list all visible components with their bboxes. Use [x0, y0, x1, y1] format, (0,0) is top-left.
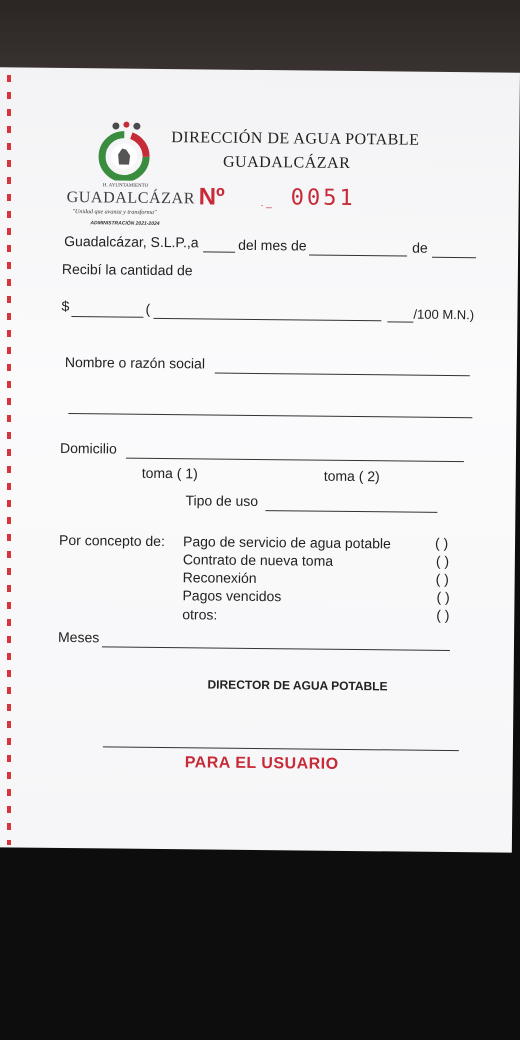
logo-name: GUADALCÁZAR [66, 188, 196, 208]
receipt-paper [0, 67, 520, 852]
concept-item-label: Contrato de nueva toma [182, 551, 334, 569]
year-line[interactable] [432, 257, 476, 258]
header-title-line1: DIRECCIÓN DE AGUA POTABLE [171, 129, 420, 149]
perforation-edge [7, 75, 11, 845]
logo-dot [123, 122, 129, 128]
director-label: DIRECTOR DE AGUA POTABLE [207, 677, 388, 694]
signature-line[interactable] [103, 746, 459, 751]
address-line[interactable] [126, 458, 464, 463]
concept-item-label: Reconexión [182, 569, 257, 586]
name-line[interactable] [215, 373, 470, 377]
municipal-emblem-icon [97, 130, 152, 181]
number-label: Nº [198, 183, 225, 211]
concept-label: Por concepto de: [58, 531, 166, 550]
received-label: Recibí la cantidad de [61, 260, 193, 279]
logo-dot [112, 122, 119, 129]
concept-checkbox[interactable]: ( ) [436, 606, 450, 624]
copy-label: PARA EL USUARIO [184, 754, 339, 773]
header-title-line2: GUADALCÁZAR [222, 153, 351, 172]
concept-item-label: Pago de servicio de agua potable [182, 533, 391, 552]
concept-item-label: Pagos vencidos [182, 587, 282, 605]
concept-checkbox[interactable]: ( ) [436, 588, 450, 606]
month-line[interactable] [309, 255, 407, 257]
months-line[interactable] [102, 646, 450, 651]
currency-suffix: /100 M.N.) [413, 306, 475, 323]
folio-dots: . _ [260, 198, 272, 210]
name-label: Nombre o razón social [64, 353, 206, 372]
amount-line[interactable] [71, 316, 143, 318]
name-line-2[interactable] [68, 413, 472, 418]
concept-checkbox[interactable]: ( ) [435, 570, 449, 588]
year-label: de [412, 239, 428, 256]
logo-admin: ADMINISTRACIÓN 2021-2024 [90, 220, 160, 227]
dollar-sign: $ [61, 297, 70, 315]
folio-number: 0051 [290, 185, 356, 212]
logo-dot [133, 123, 140, 130]
concept-checkbox[interactable]: ( ) [434, 534, 449, 551]
use-type-label: Tipo de uso [185, 492, 259, 510]
concept-item-label: otros: [182, 606, 218, 623]
month-label: del mes de [238, 236, 307, 254]
address-label: Domicilio [59, 439, 117, 457]
use-type-line[interactable] [265, 510, 437, 513]
cents-line[interactable] [387, 321, 413, 322]
months-label: Meses [57, 628, 100, 646]
toma-2[interactable]: toma ( 2) [323, 467, 380, 485]
logo-small-text: H. AYUNTAMIENTO [102, 183, 149, 189]
place-label: Guadalcázar, S.L.P.,a [64, 232, 199, 251]
toma-1[interactable]: toma ( 1) [141, 464, 198, 482]
day-line[interactable] [203, 251, 235, 252]
amount-paren: ( [145, 300, 151, 317]
concept-checkbox[interactable]: ( ) [435, 552, 450, 570]
logo-slogan: "Unidad que avanza y transforma" [72, 209, 157, 216]
amount-words-line[interactable] [153, 318, 381, 321]
